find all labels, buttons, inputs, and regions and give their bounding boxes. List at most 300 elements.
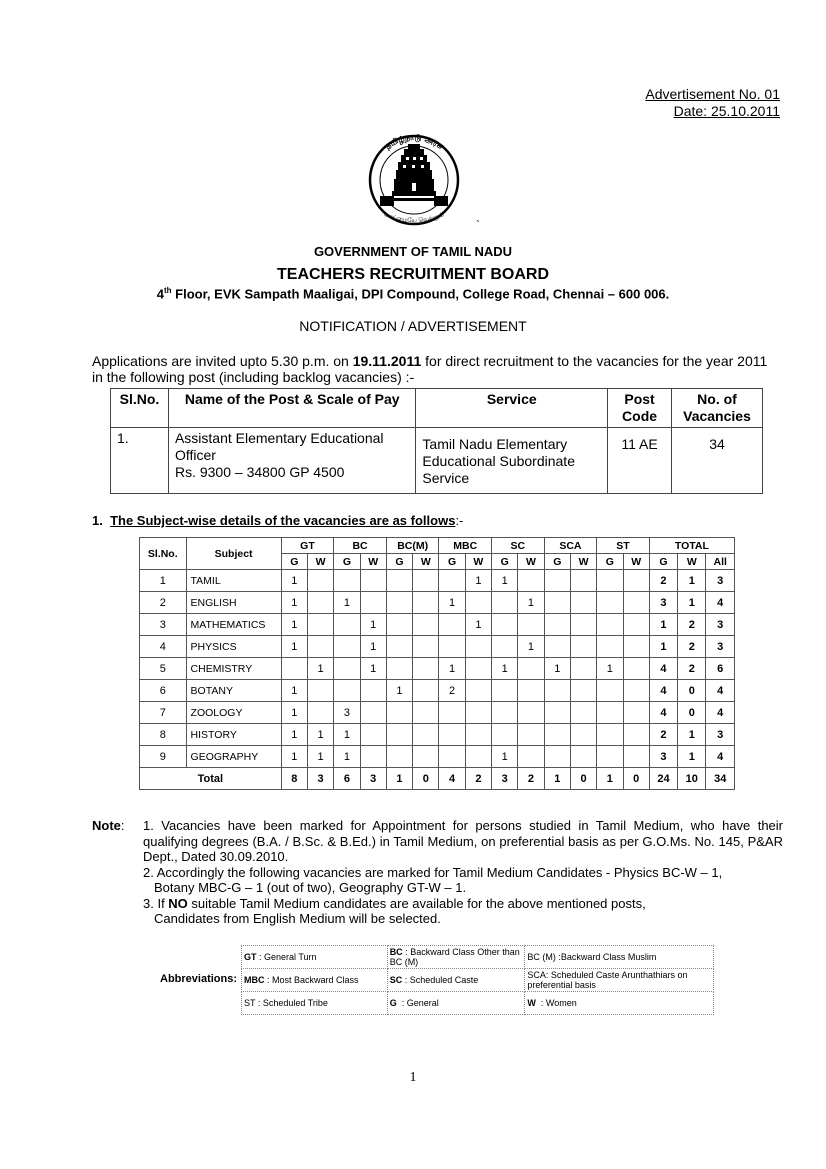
total-count: 8 [281,768,307,790]
abbreviation-key: BC [389,947,403,957]
table-row [140,614,735,636]
row-slno: 4 [140,636,187,658]
row-count [570,592,596,614]
notes-block [143,818,783,927]
total-count: 1 [597,768,623,790]
abbreviation-key: GT [244,952,257,962]
row-count [570,658,596,680]
section1-number: 1. [92,513,103,528]
row-count [307,702,333,724]
row-count [465,746,491,768]
row-total: 2 [678,614,706,636]
row-total: 1 [678,592,706,614]
section1-suffix: :- [455,513,464,528]
row-count [570,680,596,702]
row-count [439,636,465,658]
grand-total: 10 [678,768,706,790]
row-count [623,614,649,636]
sub-g: G [386,554,412,570]
row-count [413,702,439,724]
advertisement-date: Date: 25.10.2011 [673,103,780,119]
row-count [439,614,465,636]
total-count: 3 [307,768,333,790]
row-count [386,658,412,680]
row-count [544,614,570,636]
row-count [465,592,491,614]
row-count [518,724,544,746]
row-total: 4 [706,592,735,614]
abbreviation-value: : Most Backward Class [264,975,359,985]
row-count [623,658,649,680]
row-subject: PHYSICS [186,636,281,658]
row-total: 0 [678,702,706,724]
row-count [492,702,518,724]
row-count [465,702,491,724]
row-total: 6 [706,658,735,680]
total-count: 0 [413,768,439,790]
abbreviation-value: : Women [535,998,577,1008]
row-count [386,636,412,658]
note-2-line2: Botany MBC-G – 1 (out of two), Geography GT-W – 1. [154,880,467,895]
row-count [386,614,412,636]
post-table-header [111,389,763,428]
sub-g: G [492,554,518,570]
post-header-name: Name of the Post & Scale of Pay [168,389,415,428]
row-count: 1 [439,592,465,614]
row-total: 3 [706,614,735,636]
row-subject: CHEMISTRY [186,658,281,680]
page-number: 1 [409,1070,417,1085]
row-count [544,680,570,702]
tamil-nadu-emblem [358,126,470,234]
row-count [544,592,570,614]
sub-w: W [570,554,596,570]
total-count: 3 [492,768,518,790]
row-total: 4 [649,680,677,702]
row-count: 1 [386,680,412,702]
row-count [334,570,360,592]
group-bc: BC [334,538,387,554]
row-count [413,658,439,680]
table-row [140,636,735,658]
total-count: 0 [623,768,649,790]
row-count [492,614,518,636]
row-count: 1 [281,702,307,724]
row-count [386,570,412,592]
row-total: 3 [649,592,677,614]
row-total: 3 [706,724,735,746]
total-count: 0 [570,768,596,790]
row-subject: TAMIL [186,570,281,592]
row-total: 4 [706,680,735,702]
row-count [623,592,649,614]
abbreviation-row [242,969,714,992]
group-sca: SCA [544,538,597,554]
row-count [360,680,386,702]
row-count [623,746,649,768]
group-mbc: MBC [439,538,492,554]
row-slno: 3 [140,614,187,636]
row-count [413,614,439,636]
abbreviation-cell [525,969,714,992]
row-count: 1 [518,636,544,658]
abbreviation-cell [242,992,388,1015]
abbreviation-value: : General [396,998,439,1008]
row-count [570,636,596,658]
grand-total: 24 [649,768,677,790]
row-count [386,746,412,768]
row-slno: 2 [140,592,187,614]
row-count [439,570,465,592]
sub-g: G [334,554,360,570]
note-1: 1. Vacancies have been marked for Appointment for persons studied in Tamil Medium, who have their qualifying degrees (B.A. / B.Sc. & B.Ed.) in Tamil Medium, on preferential basis as per G.O.Ms. No. 145, P&AR Dept., Dated 30.09.2010. [143,818,783,864]
post-header-service: Service [416,389,608,428]
abbreviation-value: ST : Scheduled Tribe [244,998,328,1008]
row-subject: MATHEMATICS [186,614,281,636]
row-count [597,570,623,592]
abbreviation-cell [387,992,525,1015]
post-vacancies: 34 [672,428,763,494]
row-count [465,724,491,746]
table-row [140,702,735,724]
row-count [623,570,649,592]
table-row [140,570,735,592]
address-floor: 4 [156,286,164,302]
row-slno: 9 [140,746,187,768]
row-count [307,592,333,614]
row-count: 1 [281,614,307,636]
row-count [597,746,623,768]
table-row [140,658,735,680]
sub-g: G [597,554,623,570]
address-superscript: th [163,286,172,295]
vacancy-group-header [140,538,735,554]
post-scale: Rs. 9300 – 34800 GP 4500 [174,464,345,480]
row-total: 2 [649,724,677,746]
sub-g: G [544,554,570,570]
row-count [597,636,623,658]
abbreviation-cell [387,946,525,969]
group-sc: SC [492,538,545,554]
abbreviations-colon: : [233,973,238,985]
sub-w: W [623,554,649,570]
row-count: 1 [281,570,307,592]
row-total: 1 [678,746,706,768]
row-total: 2 [649,570,677,592]
row-slno: 5 [140,658,187,680]
abbreviation-value: : General Turn [256,952,317,962]
vacancy-table [139,537,735,790]
row-total: 4 [706,746,735,768]
row-count [518,570,544,592]
row-count [544,570,570,592]
row-count [334,636,360,658]
row-count [597,614,623,636]
tick-mark: ` [476,218,480,232]
group-st: ST [597,538,650,554]
total-label: Total [140,768,282,790]
abbreviation-row [242,992,714,1015]
sub-w: W [518,554,544,570]
row-count [413,570,439,592]
row-count [518,702,544,724]
row-count: 1 [518,592,544,614]
row-count: 1 [492,746,518,768]
row-count [492,724,518,746]
notification-title: NOTIFICATION / ADVERTISEMENT [299,318,527,334]
row-count [623,724,649,746]
row-count: 2 [439,680,465,702]
row-total: 3 [649,746,677,768]
row-count: 1 [281,592,307,614]
row-count [570,746,596,768]
abbreviations-label-text: Abbreviations [160,973,234,985]
row-count: 1 [281,636,307,658]
row-count [570,570,596,592]
row-count [334,658,360,680]
advertisement-header [645,86,780,120]
post-name-cell [168,428,415,494]
intro-after: for direct recruitment to the vacancies for the year 2011 in the following post (including backlog vacancies) :- [92,353,768,385]
row-count [544,724,570,746]
row-count [518,746,544,768]
sub-g: G [281,554,307,570]
vacancy-head-slno: Sl.No. [140,538,187,570]
row-count [623,636,649,658]
row-count [597,680,623,702]
total-count: 3 [360,768,386,790]
row-count [281,658,307,680]
sub-w: W [360,554,386,570]
abbreviation-row [242,946,714,969]
government-title: GOVERNMENT OF TAMIL NADU [313,244,513,259]
svg-text:வாய்மையே வெல்லும் [383,211,445,224]
note-label [92,818,125,833]
row-count: 1 [597,658,623,680]
row-total: 3 [706,636,735,658]
vacancy-head-subject: Subject [186,538,281,570]
address-rest: Floor, EVK Sampath Maaligai, DPI Compound, College Road, Chennai – 600 006. [171,286,670,302]
row-count: 1 [544,658,570,680]
note-3-line1 [143,896,783,912]
row-count: 1 [492,658,518,680]
post-table-row [111,428,763,494]
row-count [623,680,649,702]
row-count [360,702,386,724]
sub-w: W [413,554,439,570]
abbreviation-value: BC (M) :Backward Class Muslim [527,952,657,962]
row-count [360,570,386,592]
post-table [110,388,763,494]
abbreviations-body [242,946,714,1015]
note-3-line2: Candidates from English Medium will be selected. [154,911,441,926]
row-count [623,702,649,724]
abbreviations-table [241,945,714,1015]
sub-total-w: W [678,554,706,570]
row-count [570,724,596,746]
row-count [307,614,333,636]
total-count: 4 [439,768,465,790]
table-row [140,724,735,746]
row-total: 1 [649,636,677,658]
row-count [386,592,412,614]
abbreviation-cell [242,946,388,969]
total-row [140,768,735,790]
emblem-text-top: தமிழ்நாடு அரசு [383,132,445,151]
row-total: 1 [678,724,706,746]
sub-w: W [465,554,491,570]
row-count [492,680,518,702]
abbreviation-cell [387,969,525,992]
board-title: TEACHERS RECRUITMENT BOARD [277,266,549,283]
total-count: 2 [518,768,544,790]
row-slno: 7 [140,702,187,724]
post-header-code: Post Code [608,389,672,428]
abbreviation-cell [525,946,714,969]
table-row [140,746,735,768]
advertisement-number: Advertisement No. 01 [645,86,780,102]
row-count [386,702,412,724]
emblem-text-bottom: வாய்மையே வெல்லும் [383,211,445,225]
row-subject: GEOGRAPHY [186,746,281,768]
row-count [518,614,544,636]
row-count [439,724,465,746]
row-count [465,636,491,658]
row-count [570,702,596,724]
abbreviation-value: : Scheduled Caste [402,975,479,985]
row-count: 1 [492,570,518,592]
total-count: 1 [544,768,570,790]
row-count [544,746,570,768]
sub-total-all: All [706,554,735,570]
row-count: 1 [281,746,307,768]
sub-g: G [439,554,465,570]
post-header-slno: Sl.No. [111,389,169,428]
total-count: 6 [334,768,360,790]
row-count: 1 [360,658,386,680]
row-count [360,746,386,768]
abbreviation-cell [242,969,388,992]
grand-total: 34 [706,768,735,790]
note-3-bold: NO [168,895,188,911]
row-slno: 1 [140,570,187,592]
row-count [413,746,439,768]
sub-w: W [307,554,333,570]
row-count: 3 [334,702,360,724]
row-total: 3 [706,570,735,592]
abbreviation-cell [525,992,714,1015]
row-count [597,724,623,746]
intro-paragraph [92,353,772,385]
board-address [0,286,826,301]
row-count: 1 [465,614,491,636]
intro-last-date: 19.11.2011 [352,353,422,369]
row-count [360,592,386,614]
row-total: 4 [649,658,677,680]
row-count [307,680,333,702]
row-slno: 6 [140,680,187,702]
row-count [413,680,439,702]
post-name: Assistant Elementary Educational Officer [174,430,384,463]
row-count [465,658,491,680]
row-count [544,702,570,724]
abbreviation-key: SC [389,975,403,985]
row-count: 1 [334,592,360,614]
abbreviation-value: : Backward Class Other than BC (M) [389,947,523,967]
total-count: 1 [386,768,412,790]
row-slno: 8 [140,724,187,746]
row-count [570,614,596,636]
row-count [413,636,439,658]
abbreviation-value: SCA: Scheduled Caste Arunthathiars on preferential basis [527,970,691,990]
row-count [386,724,412,746]
row-count [518,680,544,702]
row-count: 1 [281,680,307,702]
row-count: 1 [334,724,360,746]
row-count: 1 [360,614,386,636]
row-subject: HISTORY [186,724,281,746]
row-total: 4 [649,702,677,724]
row-count [334,614,360,636]
row-count: 1 [360,636,386,658]
row-total: 0 [678,680,706,702]
group-gt: GT [281,538,334,554]
row-subject: BOTANY [186,680,281,702]
abbreviation-key: W [527,998,536,1008]
row-total: 2 [678,658,706,680]
row-count [307,570,333,592]
row-count [360,724,386,746]
section1-heading [92,513,463,528]
row-count: 1 [465,570,491,592]
sub-total-g: G [649,554,677,570]
post-code: 11 AE [608,428,672,494]
row-count [413,724,439,746]
row-count [597,592,623,614]
post-header-vacancies: No. of Vacancies [672,389,763,428]
row-count: 1 [307,724,333,746]
note-3-after: suitable Tamil Medium candidates are available for the above mentioned posts, [187,895,646,911]
note-label-text: Note [92,818,121,833]
row-count [413,592,439,614]
abbreviations-label [160,973,237,985]
section1-title: The Subject-wise details of the vacancies are as follows [110,513,456,528]
row-subject: ENGLISH [186,592,281,614]
vacancy-table-body [140,570,735,790]
row-subject: ZOOLOGY [186,702,281,724]
row-count [334,680,360,702]
row-count [492,592,518,614]
row-count: 1 [307,658,333,680]
row-count: 1 [307,746,333,768]
row-count: 1 [281,724,307,746]
group-bcm: BC(M) [386,538,439,554]
note-colon: : [120,818,125,833]
row-total: 2 [678,636,706,658]
table-row [140,680,735,702]
table-row [140,592,735,614]
row-count [492,636,518,658]
post-service: Tamil Nadu Elementary Educational Subordinate Service [416,428,608,494]
intro-before: Applications are invited upto 5.30 p.m. on [92,353,353,369]
row-count [465,680,491,702]
note-2-line1: 2. Accordingly the following vacancies are marked for Tamil Medium Candidates - Physics BC-W – 1, [143,864,723,880]
row-count [439,746,465,768]
row-count [307,636,333,658]
total-count: 2 [465,768,491,790]
row-total: 4 [706,702,735,724]
group-total: TOTAL [649,538,734,554]
